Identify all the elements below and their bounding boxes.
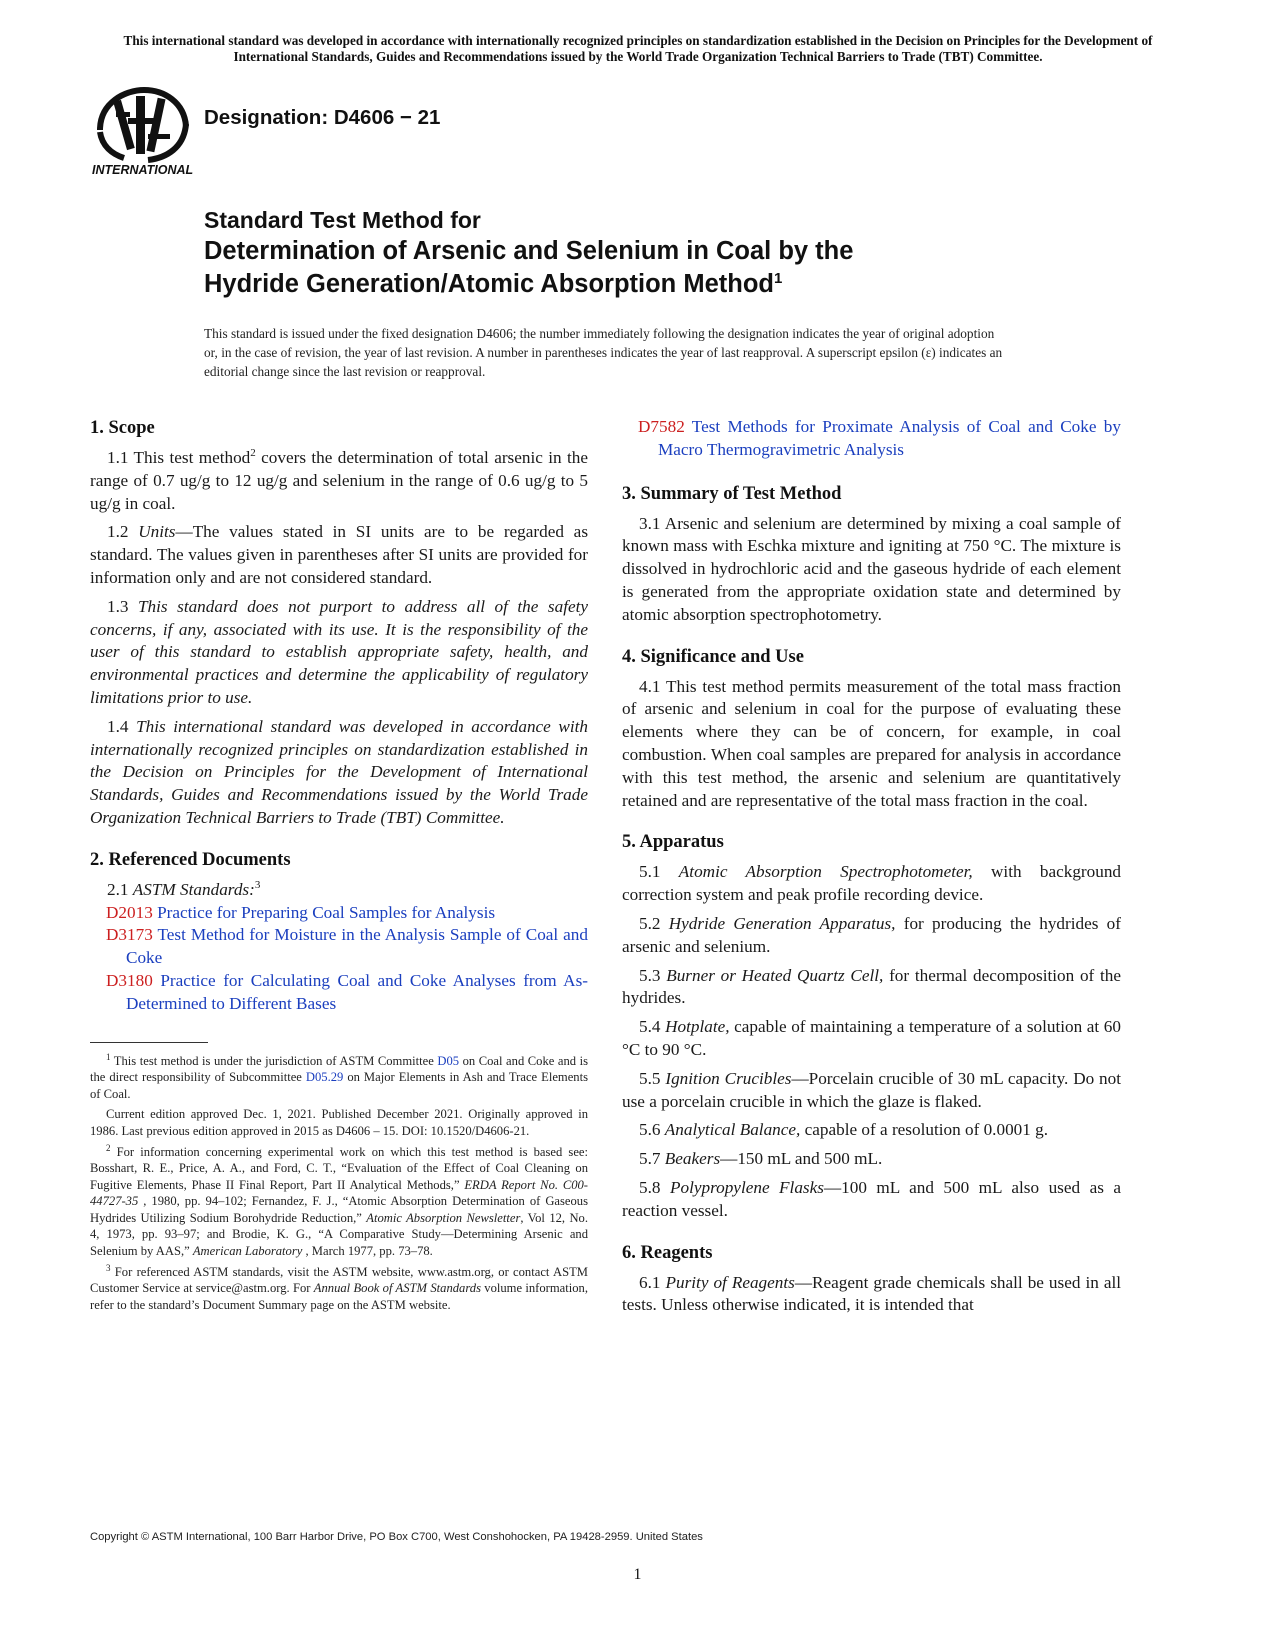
copyright-notice: Copyright © ASTM International, 100 Barr Harbor Drive, PO Box C700, West Conshohocken, PA 19428-2959. United States — [90, 1531, 703, 1543]
section-referenced-documents — [90, 848, 588, 1016]
footnotes — [90, 1053, 588, 1314]
title-line-2 — [204, 268, 1104, 301]
paragraph-5-7: 5.7 Beakers—150 mL and 500 mL. — [639, 1149, 883, 1169]
section-apparatus — [622, 830, 1121, 1222]
footnote-divider — [90, 1042, 208, 1043]
paragraph-5-3: 5.3 Burner or Heated Quartz Cell, for thermal decomposition of the hydrides. — [622, 965, 1121, 1008]
reference-d3180[interactable]: D3180 Practice for Calculating Coal and Coke Analyses from As-Determined to Different Bases — [106, 970, 589, 1013]
right-column — [622, 416, 1121, 1335]
section-significance — [622, 645, 1121, 813]
section-heading: 3. Summary of Test Method — [622, 483, 842, 504]
title-line-1: Determination of Arsenic and Selenium in Coal by the — [204, 237, 854, 265]
paragraph-5-6: 5.6 Analytical Balance, capable of a resolution of 0.0001 g. — [639, 1120, 1049, 1140]
title-footnote-mark: 1 — [774, 270, 783, 287]
paragraph-5-1: 5.1 Atomic Absorption Spectrophotometer, with background correction system and peak profile recording device. — [622, 862, 1122, 905]
paragraph-2-1: 2.1 ASTM Standards:$^3$ — [107, 878, 261, 899]
reference-d7582[interactable]: D7582 Test Methods for Proximate Analysis of Coal and Coke by Macro Thermogravimetric Analysis — [638, 417, 1121, 459]
paragraph-5-2: 5.2 Hydride Generation Apparatus, for producing the hydrides of arsenic and selenium. — [622, 913, 1122, 956]
title-pre: Standard Test Method for — [204, 207, 481, 233]
issuance-statement: This standard is issued under the fixed designation D4606; the number immediately following the designation indicates the year of original adoption or, in the case of revision, the year of last revision. A number in parentheses indicates the year of last reapproval. A superscript epsilon (ε) indicates an editorial change since the last revision or reapproval. — [204, 326, 1003, 379]
paragraph-3-1: 3.1 Arsenic and selenium are determined by mixing a coal sample of known mass with Eschka mixture and igniting at 750 °C. The mixture is dissolved in hydrochloric acid and the gaseous hydride of each element is generated from the appropriate oxidation state and determined by atomic absorption spectrophotometry. — [622, 513, 1121, 624]
footnote-1: $^1$ This test method is under the jurisdiction of ASTM Committee D05 on Coal and Coke and is the direct responsibility of Subcommittee D05.29 on Major Elements in Ash and Trace Elements of Coal. — [90, 1051, 589, 1101]
left-column — [90, 416, 588, 1317]
link-d05[interactable]: D05 — [437, 1053, 460, 1068]
paragraph-1-3: 1.3 This standard does not purport to address all of the safety concerns, if any, associated with its use. It is the responsibility of the user of this standard to establish appropriate safety, health, and environmental practices and determine the applicability of regulatory limitations prior to use. — [90, 596, 589, 707]
footnote-2: $^2$ For information concerning experimental work on which this test method is based see: Bosshart, R. E., Price, A. A., and Ford, C. T., “Evaluation of the Effect of Coal Cleaning on Fugitive Elements, Phase II Final Report, Part II Analytical Methods,” ERDA Report No. C00-44727-35 , 1980, pp. 94–102; Fernandez, F. J., “Atomic Absorption Determination of Gaseous Hydrides Utilizing Sodium Borohydride Reduction,” Atomic Absorption Newsletter, Vol 12, No. 4, 1973, pp. 93–97; and Brodie, K. G., “A Comparative Study—Determining Arsenic and Selenium by AAS,” American Laboratory , March 1977, pp. 73–78. — [90, 1142, 589, 1259]
paragraph-5-8: 5.8 Polypropylene Flasks—100 mL and 500 mL also used as a reaction vessel. — [622, 1177, 1121, 1220]
paragraph-1-1: 1.1 This test method$^2$ covers the determination of total arsenic in the range of 0.7 ug/g to 12 ug/g and selenium in the range of 0.6 ug/g to 5 ug/g in coal. — [90, 447, 588, 513]
footnote-1-edition: Current edition approved Dec. 1, 2021. Published December 2021. Originally approved in 1986. Last previous edition approved in 2015 as D4606 – 15. DOI: 10.1520/D4606-21. — [90, 1107, 588, 1138]
paragraph-5-4: 5.4 Hotplate, capable of maintaining a temperature of a solution at 60 °C to 90 °C. — [622, 1017, 1121, 1059]
section-heading: 2. Referenced Documents — [90, 849, 291, 870]
section-scope — [90, 416, 588, 830]
paragraph-6-1: 6.1 Purity of Reagents—Reagent grade chemicals shall be used in all tests. Unless otherwise indicated, it is intended that — [622, 1272, 1121, 1315]
title-line-2-text: Hydride Generation/Atomic Absorption Method — [204, 270, 774, 298]
paragraph-1-2: 1.2 Units—The values stated in SI units are to be regarded as standard. The values given in parentheses after SI units are provided for information only and are not considered standard. — [90, 522, 589, 587]
reference-d2013[interactable]: D2013 Practice for Preparing Coal Samples for Analysis — [106, 902, 496, 922]
paragraph-4-1: 4.1 This test method permits measurement of the total mass fraction of arsenic and selenium in coal for the purpose of evaluating these elements where they can be of concern, for example, in coal combustion. When coal samples are prepared for analysis in accordance with this test method, the arsenic and selenium are quantitatively retained and are representative of the total mass fraction in the coal. — [622, 676, 1121, 810]
section-summary — [622, 482, 1121, 627]
paragraph-1-4: 1.4 This international standard was developed in accordance with internationally recognized principles on standardization established in the Decision on Principles for the Development of International Standards, Guides and Recommendations issued by the World Trade Organization Technical Barriers to Trade (TBT) Committee. — [90, 716, 588, 827]
section-heading: 4. Significance and Use — [622, 646, 804, 667]
document-title — [204, 205, 1104, 301]
wto-notice: This international standard was developed in accordance with internationally recognized principles on standardization established in the Decision on Principles for the Development of International Standards, Guides and Recommendations issued by the World Trade Organization Technical Barriers to Trade (TBT) Committee. — [123, 33, 1153, 64]
logo-wordmark: INTERNATIONAL — [92, 163, 194, 176]
page-number: 1 — [633, 1566, 642, 1583]
section-heading: 5. Apparatus — [622, 832, 724, 853]
section-heading: 6. Reagents — [622, 1242, 713, 1263]
section-heading: 1. Scope — [90, 418, 155, 438]
footnote-3: $^3$ For referenced ASTM standards, visit the ASTM website, www.astm.org, or contact ASTM Customer Service at service@astm.org. For Annual Book of ASTM Standards volume information, refer to the standard’s Document Summary page on the ASTM website. — [90, 1262, 588, 1312]
section-reagents — [622, 1241, 1121, 1318]
reference-d3173[interactable]: D3173 Test Method for Moisture in the Analysis Sample of Coal and Coke — [106, 925, 588, 968]
link-d05-29[interactable]: D05.29 — [305, 1070, 344, 1085]
designation: Designation: D4606 − 21 — [204, 106, 441, 129]
referenced-continued — [622, 416, 1121, 462]
paragraph-5-5: 5.5 Ignition Crucibles—Porcelain crucible of 30 mL capacity. Do not use a porcelain crucible in which the glaze is flaked. — [622, 1068, 1122, 1111]
astm-international-logo — [90, 84, 194, 176]
